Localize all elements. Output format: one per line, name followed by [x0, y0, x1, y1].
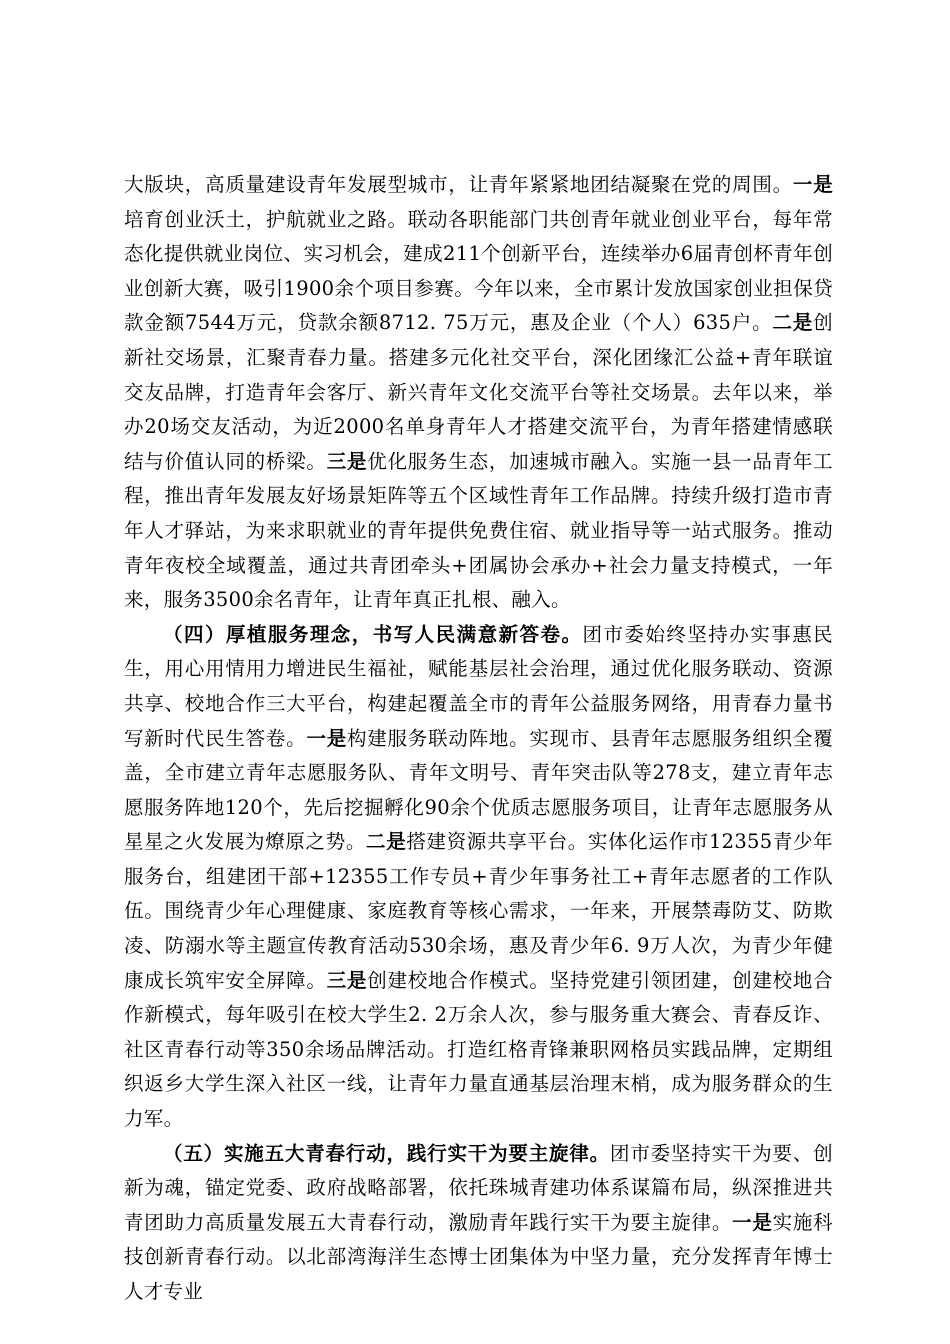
text-run: 团市委始终坚持办实事惠民生，用心用情用力增进民生福祉，赋能基层社会治理，通过优化服务联动、资源共享、校地合作三大平台，构建起覆盖全市的青年公益服务网络，用青春力量书写新时代民生答卷。 [124, 622, 833, 750]
paragraph [124, 168, 833, 618]
text-run: 构建服务联动阵地。实现市、县青年志愿服务组织全覆盖，全市建立青年志愿服务队、青年文明号、青年突击队等278支，建立青年志愿服务阵地120个，先后挖掘孵化90余个优质志愿服务项目，让青年志愿服务从星星之火发展为燎原之势。 [124, 726, 833, 854]
document-body [124, 168, 833, 1310]
text-run: 大版块，高质量建设青年发展型城市，让青年紧紧地团结凝聚在党的周围。 [124, 173, 793, 196]
bold-run: 三是 [326, 968, 368, 992]
bold-run: 一是 [306, 726, 347, 750]
text-run: 培育创业沃土，护航就业之路。联动各职能部门共创青年就业创业平台，每年常态化提供就业岗位、实习机会，建成211个创新平台，连续举办6届青创杯青年创业创新大赛，吸引1900余个项目参赛。今年以来，全市累计发放国家创业担保贷款金额7544万元，贷款余额8712. 75万元，惠及企业（个人）635户。 [124, 207, 833, 335]
text-run: 搭建资源共享平台。实体化运作市12355青少年服务台，组建团干部+12355工作专员+青少年事务社工+青年志愿者的工作队伍。围绕青少年心理健康、家庭教育等核心需求，一年来，开展禁毒防艾、防欺凌、防溺水等主题宣传教育活动530余场，惠及青少年6. 9万人次，为青少年健康成长筑牢安全屏障。 [124, 830, 833, 992]
text-run: 创建校地合作模式。坚持党建引领团建，创建校地合作新模式，每年吸引在校大学生2. 2万余人次，参与服务重大赛会、青春反诈、社区青春行动等350余场品牌活动。打造红格青锋兼职网格员实践品牌，定期组织返乡大学生深入社区一线，让青年力量直通基层治理末梢，成为服务群众的生力军。 [124, 968, 833, 1131]
text-run: 创新社交场景，汇聚青春力量。搭建多元化社交平台，深化团缘汇公益+青年联谊交友品牌，打造青年会客厅、新兴青年文化交流平台等社交场景。去年以来，举办20场交友活动，为近2000名单身青年人才搭建交流平台，为青年搭建情感联结与价值认同的桥梁。 [124, 311, 833, 473]
text-run: 团市委坚持实干为要、创新为魂，锚定党委、政府战略部署，依托珠城青建功体系谋篇布局，纵深推进共青团助力高质量发展五大青春行动，激励青年践行实干为要主旋律。 [124, 1141, 833, 1234]
bold-run: 二是 [772, 311, 814, 335]
text-run: 优化服务生态，加速城市融入。实施一县一品青年工程，推出青年发展友好场景矩阵等五个区域性青年工作品牌。持续升级打造市青年人才驿站，为来求职就业的青年提供免费住宿、就业指导等一站式服务。推动青年夜校全域覆盖，通过共青团牵头+团属协会承办+社会力量支持模式，一年来，服务3500余名青年，让青年真正扎根、融入。 [124, 449, 833, 612]
bold-run: 三是 [326, 449, 368, 473]
bold-run: （四）厚植服务理念，书写人民满意新答卷。 [163, 622, 583, 646]
paragraph [124, 618, 833, 1137]
paragraph [124, 1137, 833, 1310]
bold-run: 二是 [366, 830, 407, 854]
text-run: 实施科技创新青春行动。以北部湾海洋生态博士团集体为中坚力量，充分发挥青年博士人才专业 [124, 1210, 833, 1303]
bold-run: 一是 [792, 173, 833, 196]
bold-run: （五）实施五大青春行动，践行实干为要主旋律。 [163, 1141, 610, 1165]
bold-run: 一是 [732, 1210, 773, 1234]
